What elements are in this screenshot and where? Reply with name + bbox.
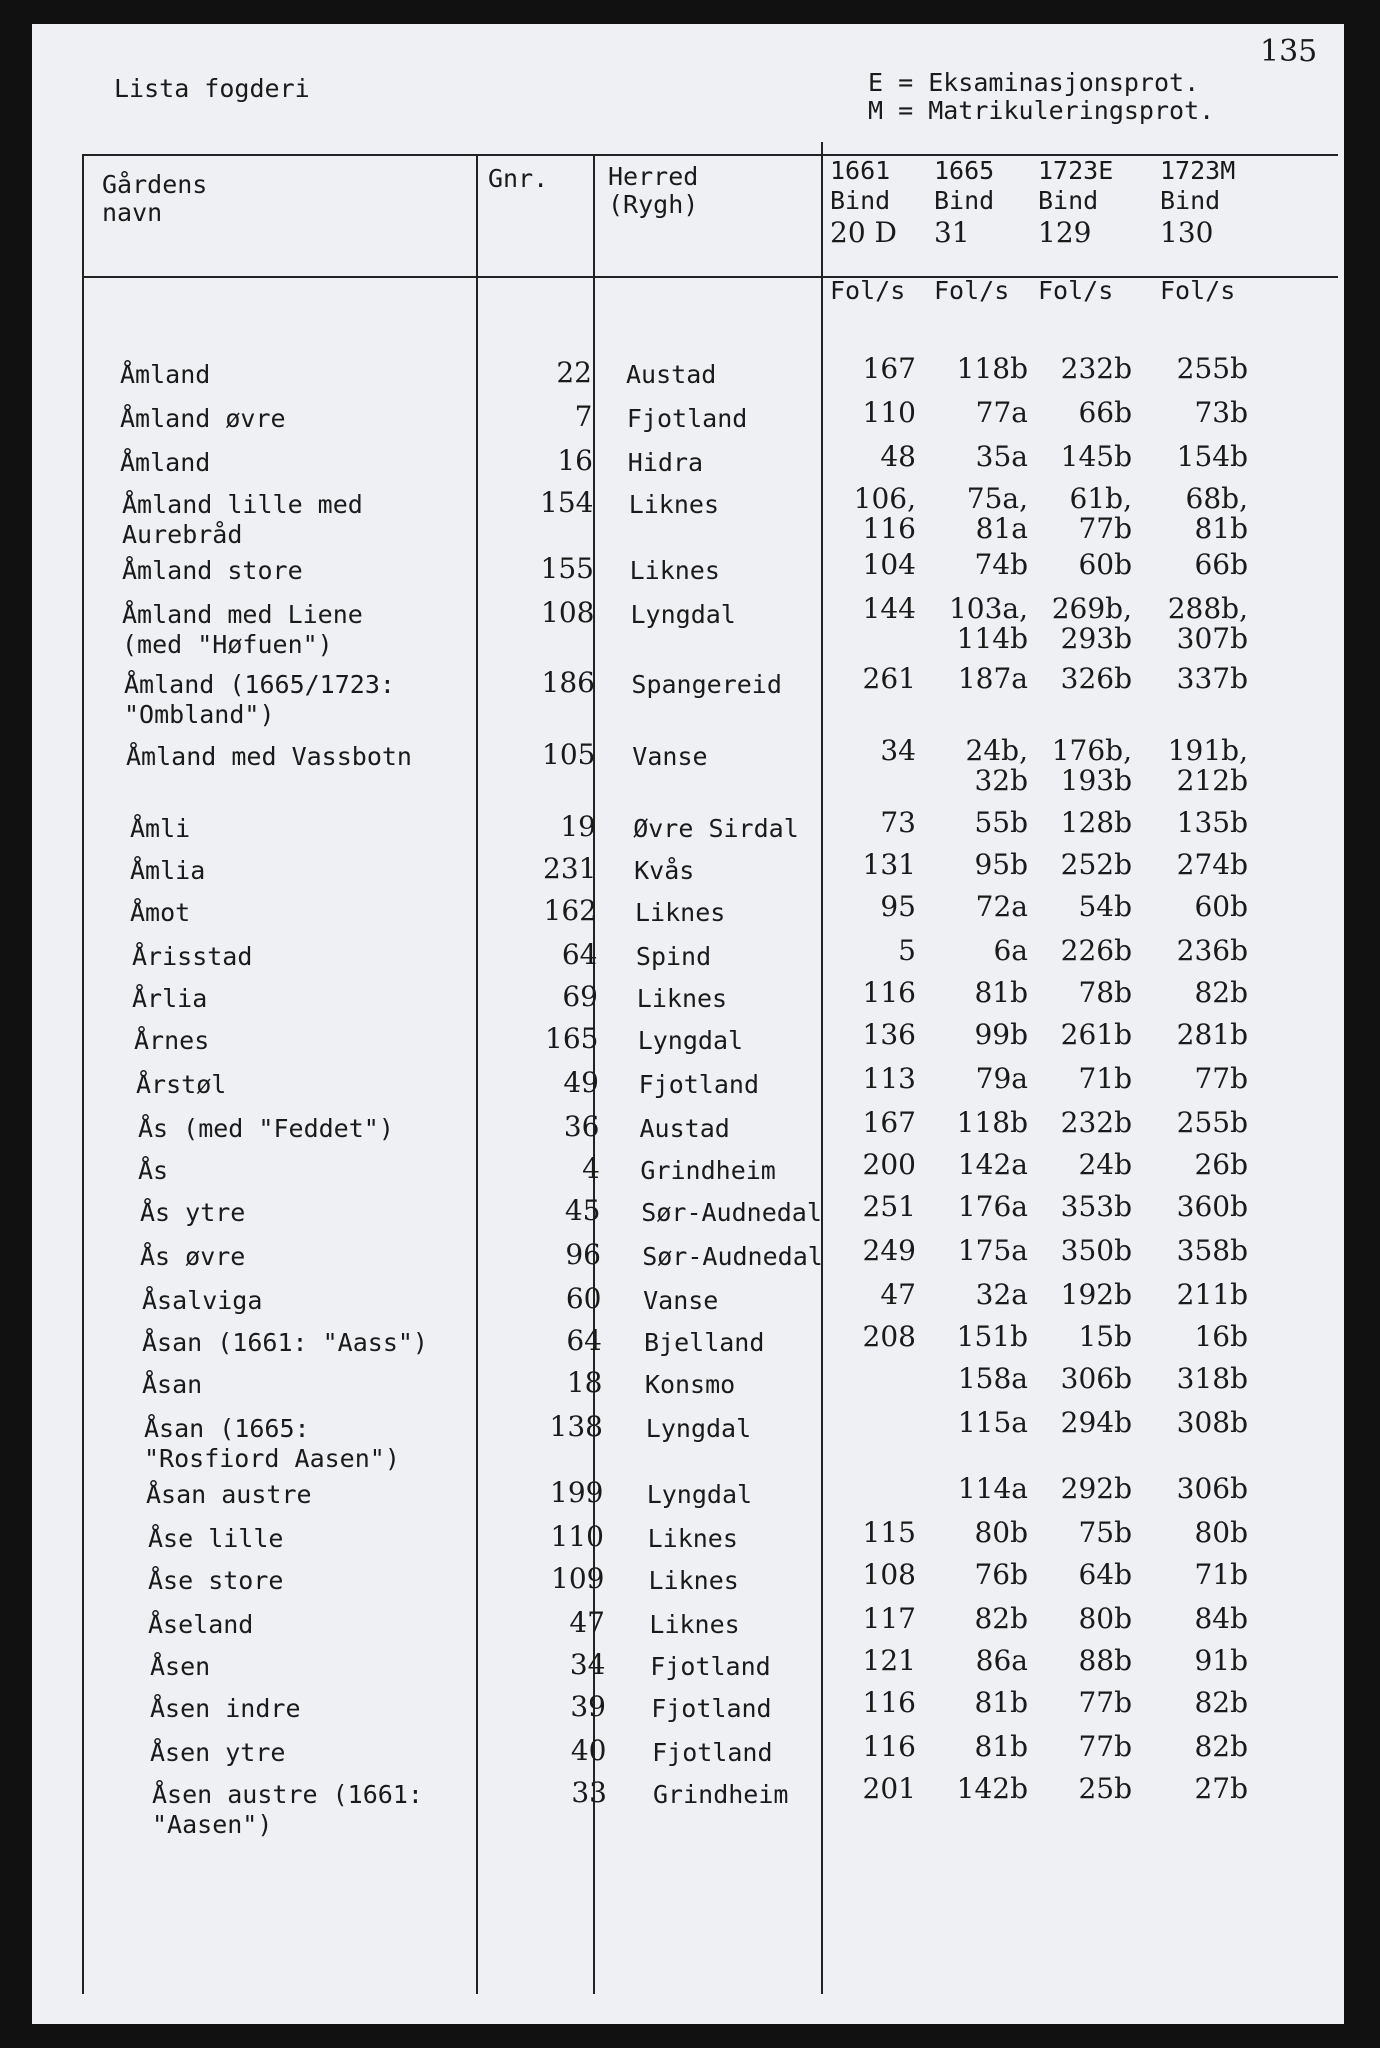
farm-name: Ås øvre bbox=[140, 1242, 246, 1271]
gnr-value: 60 bbox=[565, 1282, 602, 1315]
folio-v1723m: 135b bbox=[1176, 806, 1248, 839]
folio-v1665: 114a bbox=[957, 1472, 1028, 1505]
page-number: 135 bbox=[1260, 34, 1318, 69]
folio-v1665: 114b bbox=[956, 622, 1028, 655]
folio-v1723m: 307b bbox=[1176, 622, 1248, 655]
folio-v1723m: 77b bbox=[1194, 1062, 1248, 1095]
folio-v1665: 142a bbox=[957, 1148, 1028, 1181]
farm-name: "Aasen") bbox=[152, 1810, 273, 1839]
herred-name: Vanse bbox=[643, 1286, 719, 1315]
folio-v1723m: 358b bbox=[1176, 1234, 1248, 1267]
herred-name: Fjotland bbox=[638, 1070, 760, 1099]
folio-v1665: 142b bbox=[956, 1772, 1028, 1805]
gnr-value: 40 bbox=[570, 1734, 607, 1767]
gnr-value: 7 bbox=[574, 400, 593, 433]
herred-name: Lyngdal bbox=[646, 1480, 753, 1509]
farm-name: Åmland lille med bbox=[122, 490, 363, 519]
folio-v1723m: 318b bbox=[1176, 1362, 1248, 1395]
folio-v1665: 6a bbox=[993, 934, 1028, 967]
folio-v1661: 5 bbox=[898, 934, 916, 967]
folio-v1723e: 294b bbox=[1060, 1406, 1132, 1439]
folio-v1661: 73 bbox=[880, 806, 916, 839]
folio-v1723m: 71b bbox=[1194, 1558, 1248, 1591]
folio-v1661: 110 bbox=[862, 396, 916, 429]
farm-name: Ås (med "Feddet") bbox=[138, 1114, 394, 1143]
folio-v1665: 176a bbox=[957, 1190, 1028, 1223]
herred-name: Vanse bbox=[632, 742, 708, 771]
header-herred-2: (Rygh) bbox=[608, 190, 699, 219]
header-gnr: Gnr. bbox=[488, 164, 549, 193]
farm-name: Åsan (1665: bbox=[144, 1414, 310, 1443]
gnr-value: 108 bbox=[541, 596, 595, 629]
folio-v1665: 95b bbox=[974, 848, 1028, 881]
folio-v1723e: 15b bbox=[1078, 1320, 1132, 1353]
folio-v1661: 208 bbox=[862, 1320, 916, 1353]
folio-v1665: 187a bbox=[957, 662, 1028, 695]
farm-name: Åmli bbox=[130, 814, 191, 843]
herred-name: Liknes bbox=[648, 1566, 739, 1595]
folio-v1661: 104 bbox=[862, 548, 916, 581]
folio-v1723m: 288b, bbox=[1167, 592, 1248, 625]
gnr-value: 16 bbox=[557, 444, 593, 477]
folio-v1661: 261 bbox=[862, 662, 916, 695]
farm-name: Ås bbox=[138, 1156, 169, 1185]
header-vol-3: 130 bbox=[1160, 216, 1214, 249]
farm-name: Ås ytre bbox=[140, 1198, 246, 1227]
folio-v1723m: 26b bbox=[1194, 1148, 1248, 1181]
folio-v1723e: 192b bbox=[1060, 1278, 1132, 1311]
legend-line-m: M = Matrikuleringsprot. bbox=[868, 96, 1215, 125]
farm-name: (med "Høfuen") bbox=[122, 630, 333, 659]
farm-name: Åmland med Vassbotn bbox=[126, 742, 412, 771]
table-top-rule bbox=[82, 154, 1338, 156]
folio-v1665: 72a bbox=[975, 890, 1028, 923]
header-vol-1: 31 bbox=[934, 216, 970, 249]
gnr-value: 96 bbox=[565, 1238, 601, 1271]
folio-v1723e: 60b bbox=[1078, 548, 1132, 581]
folio-v1665: 81b bbox=[974, 1686, 1028, 1719]
folio-v1723e: 64b bbox=[1078, 1558, 1132, 1591]
document-page bbox=[32, 24, 1344, 2024]
folio-v1665: 75a, bbox=[966, 482, 1028, 515]
folio-v1723e: 88b bbox=[1078, 1644, 1132, 1677]
folio-v1661: 115 bbox=[862, 1516, 916, 1549]
farm-name: Åmlia bbox=[130, 856, 206, 885]
herred-name: Austad bbox=[639, 1114, 730, 1143]
folio-v1723e: 226b bbox=[1060, 934, 1132, 967]
folio-v1723m: 211b bbox=[1176, 1278, 1248, 1311]
gnr-value: 138 bbox=[549, 1410, 603, 1443]
farm-name: Aurebråd bbox=[122, 520, 243, 549]
folio-v1665: 118b bbox=[956, 1106, 1028, 1139]
herred-name: Liknes bbox=[628, 490, 719, 519]
folio-v1723m: 337b bbox=[1176, 662, 1248, 695]
gnr-value: 186 bbox=[541, 666, 595, 699]
farm-name: Åmland bbox=[120, 360, 211, 389]
herred-name: Fjotland bbox=[652, 1738, 773, 1767]
farm-name: Åsan (1661: "Aass") bbox=[142, 1328, 428, 1357]
gnr-value: 109 bbox=[551, 1562, 605, 1595]
folio-v1661: 34 bbox=[880, 734, 916, 767]
gnr-value: 34 bbox=[569, 1648, 606, 1681]
header-name-2: navn bbox=[102, 198, 163, 227]
folio-v1723m: 66b bbox=[1194, 548, 1248, 581]
folio-v1661: 200 bbox=[862, 1148, 916, 1181]
folio-v1723m: 82b bbox=[1194, 976, 1248, 1009]
farm-name: Åseland bbox=[148, 1610, 254, 1639]
gnr-value: 18 bbox=[566, 1366, 603, 1399]
farm-name: Åsan bbox=[142, 1370, 203, 1399]
herred-name: Lyngdal bbox=[637, 1026, 744, 1055]
farm-name: Åsan austre bbox=[146, 1480, 312, 1509]
folio-v1723e: 293b bbox=[1060, 622, 1132, 655]
folio-v1723m: 281b bbox=[1176, 1018, 1248, 1051]
header-bottom-rule bbox=[82, 276, 1338, 278]
folio-v1723m: 91b bbox=[1194, 1644, 1248, 1677]
gnr-value: 19 bbox=[560, 810, 596, 843]
folio-v1723e: 128b bbox=[1060, 806, 1132, 839]
folio-v1723m: 255b bbox=[1176, 1106, 1248, 1139]
folio-v1723e: 78b bbox=[1078, 976, 1132, 1009]
header-bind-0: Bind bbox=[830, 186, 891, 215]
folio-v1665: 35a bbox=[975, 440, 1028, 473]
farm-name: Årlia bbox=[132, 984, 208, 1013]
gnr-value: 36 bbox=[563, 1110, 600, 1143]
herred-name: Liknes bbox=[649, 1610, 740, 1639]
folio-v1665: 81b bbox=[974, 976, 1028, 1009]
folio-v1723m: 80b bbox=[1194, 1516, 1248, 1549]
gnr-value: 110 bbox=[550, 1520, 604, 1553]
gnr-value: 47 bbox=[569, 1606, 605, 1639]
folio-v1665: 82b bbox=[974, 1602, 1028, 1635]
folio-v1661: 167 bbox=[862, 352, 916, 385]
folio-v1661: 113 bbox=[862, 1062, 916, 1095]
header-bind-2: Bind bbox=[1038, 186, 1099, 215]
herred-name: Fjotland bbox=[651, 1694, 772, 1723]
folio-v1723m: 81b bbox=[1194, 512, 1248, 545]
folio-v1723e: 66b bbox=[1078, 396, 1132, 429]
farm-name: Årstøl bbox=[136, 1070, 227, 1099]
header-fol-3: Fol/s bbox=[1160, 276, 1236, 305]
header-bind-3: Bind bbox=[1160, 186, 1221, 215]
gnr-value: 33 bbox=[571, 1776, 607, 1809]
folio-v1665: 76b bbox=[974, 1558, 1028, 1591]
folio-v1661: 201 bbox=[862, 1772, 916, 1805]
farm-name: Åsalviga bbox=[142, 1286, 263, 1315]
gnr-value: 45 bbox=[564, 1194, 601, 1227]
farm-name: Åmland (1665/1723: bbox=[124, 670, 395, 699]
folio-v1665: 55b bbox=[974, 806, 1028, 839]
folio-v1661: 108 bbox=[862, 1558, 916, 1591]
folio-v1665: 81a bbox=[975, 512, 1028, 545]
header-fol-1: Fol/s bbox=[934, 276, 1010, 305]
header-name-1: Gårdens bbox=[102, 170, 208, 199]
folio-v1661: 116 bbox=[862, 1730, 916, 1763]
folio-v1723m: 73b bbox=[1194, 396, 1248, 429]
header-vol-2: 129 bbox=[1038, 216, 1092, 249]
column-rule-1 bbox=[82, 154, 84, 1994]
folio-v1665: 103a, bbox=[948, 592, 1028, 625]
folio-v1661: 144 bbox=[862, 592, 916, 625]
herred-name: Liknes bbox=[647, 1524, 738, 1553]
folio-v1661: 116 bbox=[862, 1686, 916, 1719]
folio-v1723e: 232b bbox=[1060, 352, 1132, 385]
folio-v1723e: 80b bbox=[1078, 1602, 1132, 1635]
farm-name: Åse store bbox=[148, 1566, 284, 1595]
gnr-value: 22 bbox=[556, 356, 592, 389]
legend-line-e: E = Eksaminasjonsprot. bbox=[868, 68, 1200, 97]
farm-name: Åmot bbox=[130, 898, 191, 927]
header-fol-2: Fol/s bbox=[1038, 276, 1114, 305]
folio-v1723m: 82b bbox=[1194, 1730, 1248, 1763]
gnr-value: 231 bbox=[543, 852, 597, 885]
gnr-value: 4 bbox=[582, 1152, 600, 1185]
folio-v1665: 175a bbox=[957, 1234, 1028, 1267]
herred-name: Sør-Audnedal bbox=[642, 1242, 823, 1271]
herred-name: Lyngdal bbox=[645, 1414, 752, 1443]
gnr-value: 49 bbox=[563, 1066, 599, 1099]
folio-v1661: 136 bbox=[862, 1018, 916, 1051]
farm-name: Åse lille bbox=[148, 1524, 284, 1553]
folio-v1665: 115a bbox=[957, 1406, 1028, 1439]
folio-v1723e: 350b bbox=[1060, 1234, 1132, 1267]
gnr-value: 165 bbox=[545, 1022, 599, 1055]
folio-v1665: 32b bbox=[974, 764, 1028, 797]
folio-v1723m: 16b bbox=[1194, 1320, 1248, 1353]
herred-name: Grindheim bbox=[640, 1156, 776, 1185]
herred-name: Spind bbox=[635, 942, 712, 971]
header-bind-1: Bind bbox=[934, 186, 995, 215]
farm-name: Årnes bbox=[134, 1026, 210, 1055]
herred-name: Konsmo bbox=[644, 1370, 736, 1399]
farm-name: Åmland bbox=[120, 448, 211, 477]
folio-v1723m: 84b bbox=[1194, 1602, 1248, 1635]
gnr-value: 162 bbox=[543, 894, 597, 927]
gnr-value: 64 bbox=[561, 938, 598, 971]
header-year-2: 1723E bbox=[1038, 156, 1114, 185]
herred-name: Fjotland bbox=[626, 404, 748, 433]
farm-name: "Ombland") bbox=[124, 700, 275, 729]
folio-v1723m: 191b, bbox=[1167, 734, 1248, 767]
folio-v1723e: 306b bbox=[1060, 1362, 1132, 1395]
header-vol-0: 20 D bbox=[830, 216, 897, 249]
folio-v1723e: 252b bbox=[1060, 848, 1132, 881]
folio-v1723e: 145b bbox=[1060, 440, 1132, 473]
folio-v1665: 80b bbox=[974, 1516, 1028, 1549]
folio-v1723e: 193b bbox=[1060, 764, 1132, 797]
herred-name: Grindheim bbox=[653, 1780, 789, 1809]
folio-v1723e: 232b bbox=[1060, 1106, 1132, 1139]
folio-v1661: 95 bbox=[880, 890, 916, 923]
folio-v1723m: 360b bbox=[1176, 1190, 1248, 1223]
gnr-value: 199 bbox=[550, 1476, 604, 1509]
herred-name: Sør-Audnedal bbox=[641, 1198, 822, 1227]
farm-name: "Rosfiord Aasen") bbox=[144, 1444, 400, 1473]
folio-v1723e: 75b bbox=[1078, 1516, 1132, 1549]
folio-v1665: 99b bbox=[974, 1018, 1028, 1051]
header-year-3: 1723M bbox=[1160, 156, 1236, 185]
farm-name: Årisstad bbox=[132, 942, 253, 971]
gnr-value: 154 bbox=[540, 486, 594, 519]
folio-v1723e: 61b, bbox=[1069, 482, 1132, 515]
folio-v1723m: 306b bbox=[1176, 1472, 1248, 1505]
folio-v1723m: 27b bbox=[1194, 1772, 1248, 1805]
farm-name: Åmland store bbox=[122, 556, 303, 585]
herred-name: Bjelland bbox=[644, 1328, 765, 1357]
farm-name: Åsen bbox=[150, 1652, 211, 1681]
folio-v1723e: 77b bbox=[1078, 1730, 1132, 1763]
folio-v1723e: 77b bbox=[1078, 1686, 1132, 1719]
folio-v1723m: 236b bbox=[1176, 934, 1248, 967]
folio-v1661: 251 bbox=[862, 1190, 916, 1223]
header-year-1: 1665 bbox=[934, 156, 995, 185]
folio-v1661: 117 bbox=[862, 1602, 916, 1635]
folio-v1723e: 24b bbox=[1078, 1148, 1132, 1181]
folio-v1661: 121 bbox=[862, 1644, 916, 1677]
folio-v1723m: 68b, bbox=[1185, 482, 1248, 515]
folio-v1661: 48 bbox=[880, 440, 916, 473]
folio-v1665: 32a bbox=[975, 1278, 1028, 1311]
herred-name: Liknes bbox=[635, 898, 726, 927]
farm-name: Åmland øvre bbox=[120, 404, 286, 433]
farm-name: Åmland med Liene bbox=[122, 600, 363, 629]
folio-v1665: 74b bbox=[974, 548, 1028, 581]
folio-v1665: 81b bbox=[974, 1730, 1028, 1763]
column-rule-2 bbox=[476, 154, 478, 1994]
folio-v1665: 151b bbox=[956, 1320, 1028, 1353]
farm-name: Åsen ytre bbox=[150, 1738, 286, 1767]
herred-name: Fjotland bbox=[650, 1652, 771, 1681]
gnr-value: 105 bbox=[542, 738, 596, 771]
gnr-value: 69 bbox=[562, 980, 598, 1013]
folio-v1665: 118b bbox=[956, 352, 1028, 385]
folio-v1665: 86a bbox=[975, 1644, 1028, 1677]
folio-v1723m: 82b bbox=[1194, 1686, 1248, 1719]
folio-v1723m: 255b bbox=[1176, 352, 1248, 385]
header-year-0: 1661 bbox=[830, 156, 891, 185]
folio-v1723m: 212b bbox=[1176, 764, 1248, 797]
folio-v1723e: 269b, bbox=[1051, 592, 1132, 625]
folio-v1661: 249 bbox=[862, 1234, 916, 1267]
herred-name: Spangereid bbox=[631, 670, 782, 699]
header-herred-1: Herred bbox=[608, 162, 699, 191]
folio-v1665: 79a bbox=[975, 1062, 1028, 1095]
herred-name: Lyngdal bbox=[630, 600, 736, 629]
folio-v1661: 116 bbox=[862, 976, 916, 1009]
folio-v1661: 131 bbox=[862, 848, 916, 881]
header-fol-0: Fol/s bbox=[830, 276, 906, 305]
folio-v1723m: 274b bbox=[1176, 848, 1248, 881]
folio-v1723e: 353b bbox=[1060, 1190, 1132, 1223]
herred-name: Hidra bbox=[627, 448, 704, 477]
herred-name: Liknes bbox=[629, 556, 720, 585]
folio-v1661: 167 bbox=[862, 1106, 916, 1139]
folio-v1723m: 60b bbox=[1194, 890, 1248, 923]
herred-name: Austad bbox=[626, 360, 717, 389]
herred-name: Øvre Sirdal bbox=[633, 814, 799, 843]
folio-v1665: 77a bbox=[975, 396, 1028, 429]
gnr-value: 39 bbox=[570, 1690, 606, 1723]
herred-name: Liknes bbox=[636, 984, 728, 1013]
folio-v1723e: 54b bbox=[1078, 890, 1132, 923]
herred-name: Kvås bbox=[634, 856, 695, 885]
folio-v1723e: 77b bbox=[1078, 512, 1132, 545]
folio-v1723e: 326b bbox=[1060, 662, 1132, 695]
folio-v1723m: 154b bbox=[1176, 440, 1248, 473]
folio-v1661: 47 bbox=[880, 1278, 916, 1311]
folio-v1723m: 308b bbox=[1176, 1406, 1248, 1439]
gnr-value: 64 bbox=[566, 1324, 602, 1357]
district-title: Lista fogderi bbox=[114, 74, 310, 103]
folio-v1723e: 176b, bbox=[1051, 734, 1132, 767]
folio-v1723e: 292b bbox=[1060, 1472, 1132, 1505]
folio-v1665: 158a bbox=[957, 1362, 1028, 1395]
folio-v1723e: 261b bbox=[1060, 1018, 1132, 1051]
farm-name: Åsen austre (1661: bbox=[152, 1780, 423, 1809]
folio-v1723e: 71b bbox=[1078, 1062, 1132, 1095]
farm-name: Åsen indre bbox=[150, 1694, 301, 1723]
gnr-value: 155 bbox=[540, 552, 594, 585]
folio-v1665: 24b, bbox=[965, 734, 1028, 767]
folio-v1661: 116 bbox=[862, 512, 916, 545]
folio-v1661: 106, bbox=[853, 482, 916, 515]
folio-v1723e: 25b bbox=[1078, 1772, 1132, 1805]
